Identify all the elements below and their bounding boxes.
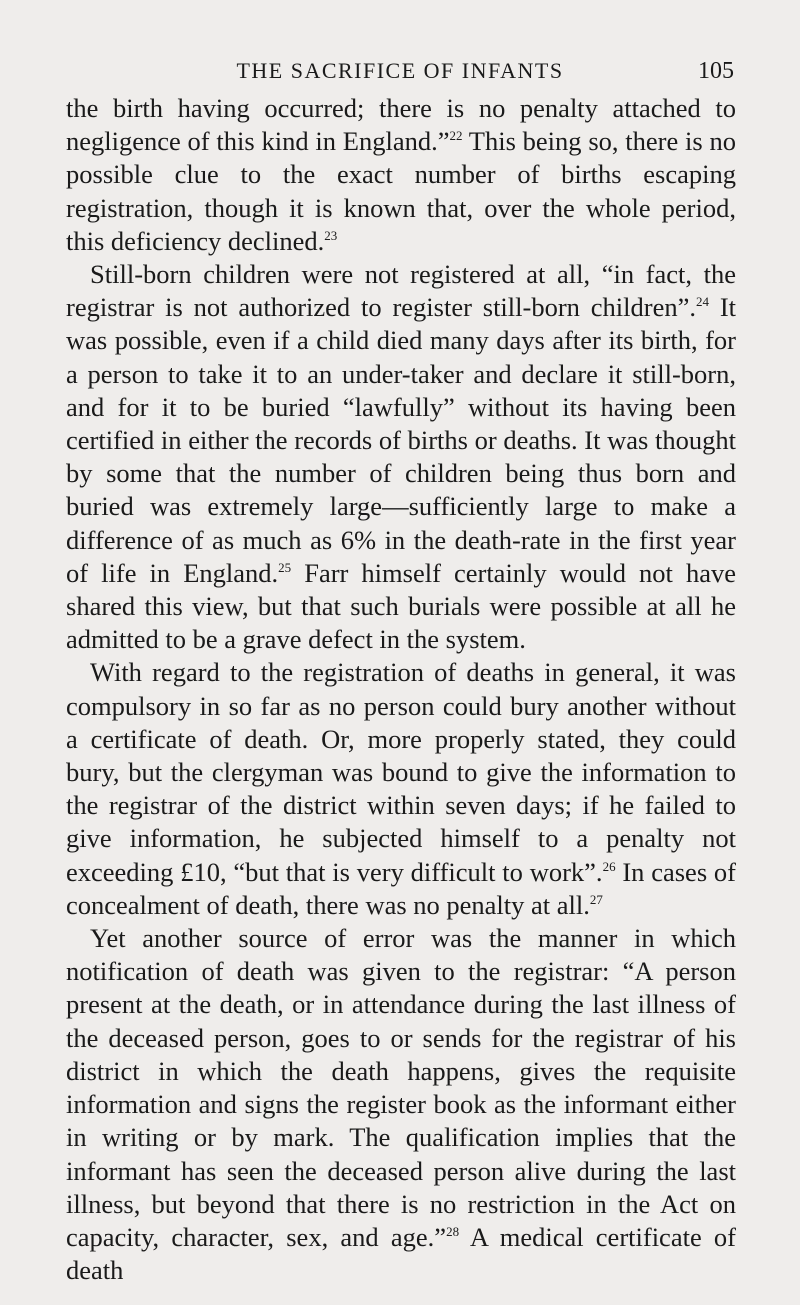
text-run: the birth having occurred; there is no penalty attached to negligence of this kind in England.” xyxy=(66,93,736,157)
paragraph xyxy=(66,656,736,922)
text-run: Farr himself certainly would not have shared this view, but that such burials were possible at all he admitted to be a grave defect in the system. xyxy=(66,557,736,655)
footnote-marker: 24 xyxy=(695,294,709,310)
text-run: Still-born children were not registered at all, “in fact, the registrar is not authorized to register still-born children”. xyxy=(66,259,736,323)
page-number: 105 xyxy=(698,58,734,84)
text-run: Yet another source of error was the manner in which notification of death was given to the registrar: “A person present at the death, or in attendance during the last illness of the deceased person, goes to or sends for the registrar of his district in which the death happens, gives the requisite information and signs the register book as the informant either in writing or by mark. The qualification implies that the informant has seen the deceased person alive during the last illness, but beyond that there is no restriction in the Act on capacity, character, sex, and age.” xyxy=(66,923,736,1252)
text-run: In cases of concealment of death, there was no penalty at all. xyxy=(66,856,736,920)
paragraph xyxy=(66,258,736,656)
footnote-marker: 27 xyxy=(589,891,603,907)
footnote-marker: 26 xyxy=(602,858,616,874)
body-text xyxy=(66,92,736,1287)
footnote-marker: 25 xyxy=(278,559,292,575)
footnote-marker: 28 xyxy=(446,1223,460,1239)
text-run: A medical certificate of death xyxy=(66,1221,737,1286)
paragraph xyxy=(66,922,736,1287)
running-head xyxy=(66,56,734,86)
text-run: This being so, there is no possible clue to the exact number of births escaping registration, though it is known that, over the whole period, this deficiency declined. xyxy=(66,126,736,256)
running-title: THE SACRIFICE OF INFANTS xyxy=(236,58,564,83)
text-run: It was possible, even if a child died many days after its birth, for a person to take it to an under-taker and declare it still-born, and for it to be buried “lawfully” without its having been certified in either the records of births or deaths. It was thought by some that the number of children being thus born and buried was extremely large—sufficiently large to make a difference of as much as 6% in the death-rate in the first year of life in England. xyxy=(66,292,737,588)
footnote-marker: 23 xyxy=(324,227,338,243)
paragraph xyxy=(66,92,736,258)
text-run: With regard to the registration of deaths in general, it was compulsory in so far as no person could bury another without a certificate of death. Or, more properly stated, they could bury, but the clergyman was bound to give the information to the registrar of the district within seven days; if he failed to give information, he subjected himself to a penalty not exceeding £10, “but that is very difficult to work”. xyxy=(66,657,736,887)
footnote-marker: 22 xyxy=(449,128,463,144)
